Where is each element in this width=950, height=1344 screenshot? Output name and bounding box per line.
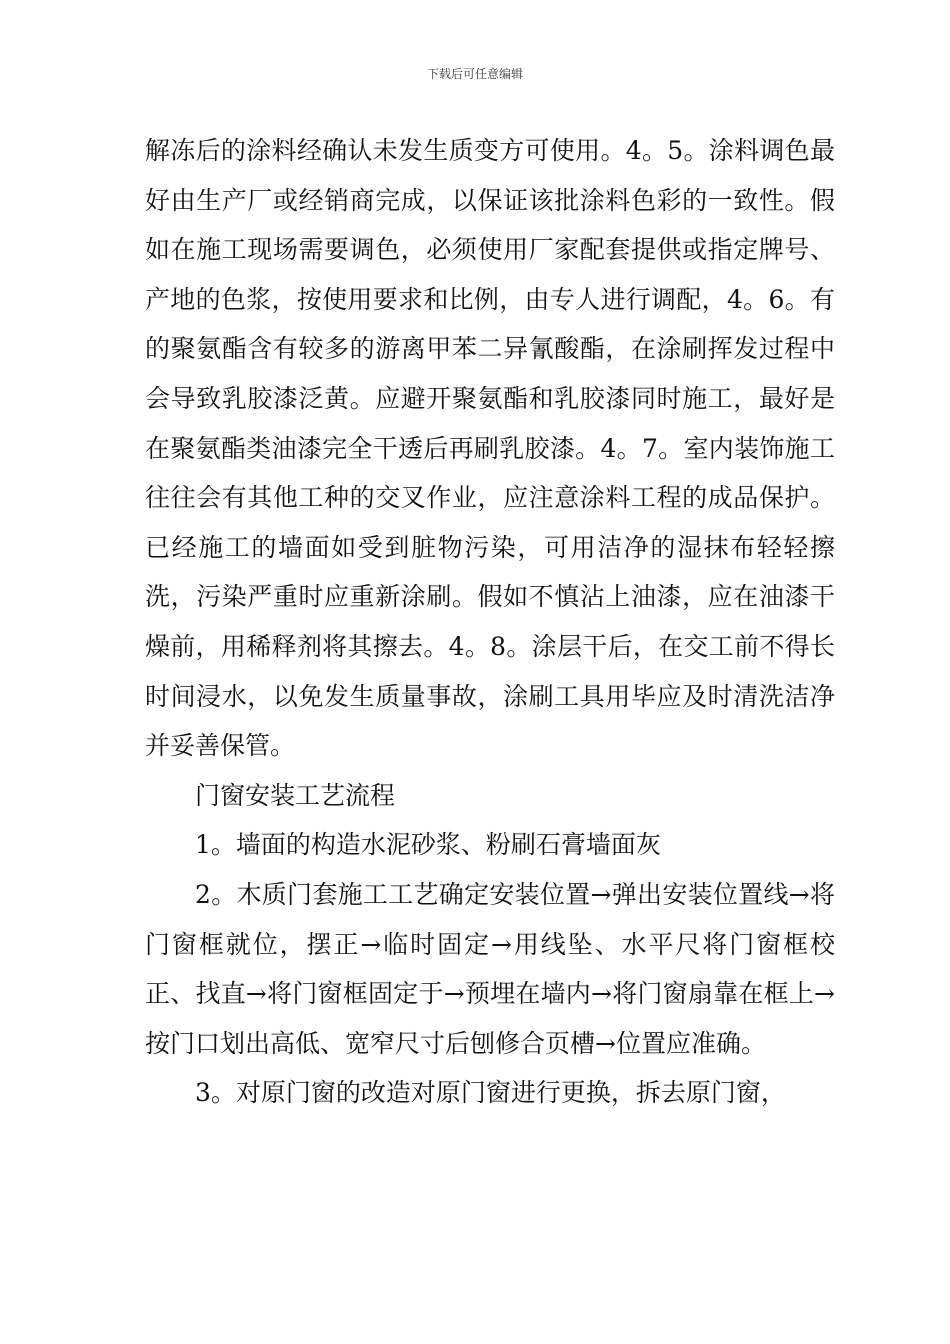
paragraph-coating-notes: 解冻后的涂料经确认未发生质变方可使用。4。5。涂料调色最好由生产厂或经销商完成，以保证该批涂料色彩的一致性。假如在施工现场需要调色，必须使用厂家配套提供或指定牌号、产地的色浆，按使用要求和比例，由专人进行调配，4。6。有的聚氨酯含有较多的游离甲苯二异氰酸酯，在涂刷挥发过程中会导致乳胶漆泛黄。应避开聚氨酯和乳胶漆同时施工，最好是在聚氨酯类油漆完全干透后再刷乳胶漆。4。7。室内装饰施工往往会有其他工种的交叉作业，应注意涂料工程的成品保护。已经施工的墙面如受到脏物污染，可用洁净的湿抹布轻轻擦洗，污染严重时应重新涂刷。假如不慎沾上油漆，应在油漆干燥前，用稀释剂将其擦去。4。8。涂层干后，在交工前不得长时间浸水，以免发生质量事故，涂刷工具用毕应及时清洗洁净并妥善保管。 xyxy=(145,136,835,761)
section-heading-door-window: 门窗安装工艺流程 xyxy=(195,780,396,810)
document-body xyxy=(145,126,835,1118)
paragraph-step-3: 3。对原门窗的改造对原门窗进行更换，拆去原门窗， xyxy=(195,1078,786,1108)
paragraph-step-1: 1。墙面的构造水泥砂浆、粉刷石膏墙面灰 xyxy=(195,830,661,860)
paragraph-step-2: 2。木质门套施工工艺确定安装位置→弹出安装位置线→将门窗框就位，摆正→临时固定→用线坠、水平尺将门窗框校正、找直→将门窗框固定于→预埋在墙内→将门窗扇靠在框上→按门口划出高低、宽窄尺寸后刨修合页槽→位置应准确。 xyxy=(145,879,835,1058)
page-header: 下载后可任意编辑 xyxy=(426,67,523,81)
